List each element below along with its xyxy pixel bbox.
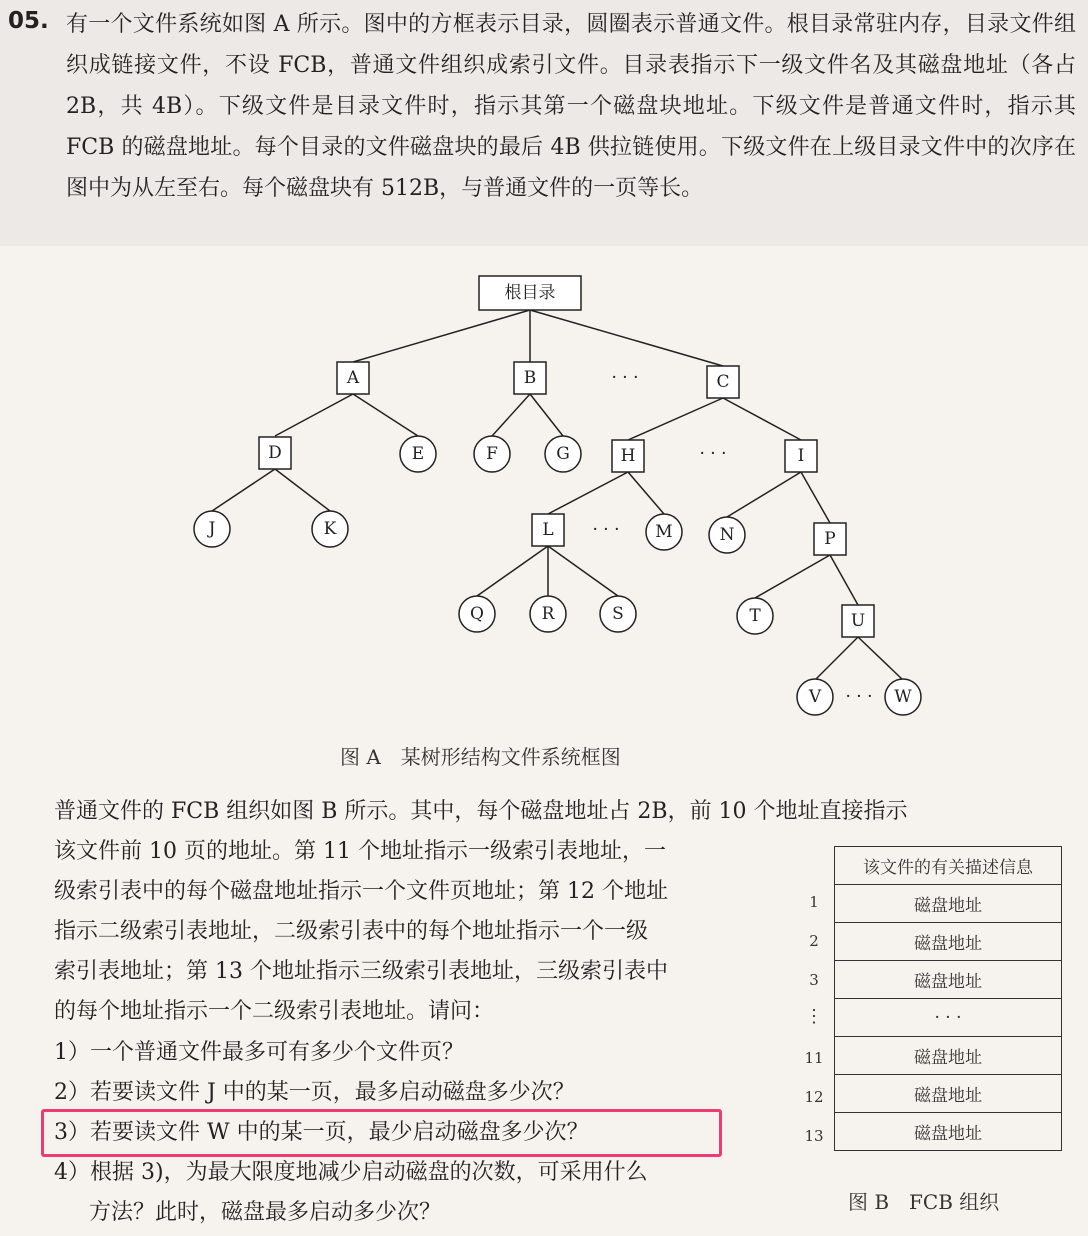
fcb-address-cell: 磁盘地址 <box>835 1037 1062 1075</box>
fcb-row-number: 11 <box>804 1049 824 1067</box>
label-g: G <box>556 444 570 464</box>
label-d: D <box>268 443 282 463</box>
question-3-highlight-box <box>41 1109 722 1157</box>
body-line-1: 普通文件的 FCB 组织如图 B 所示。其中，每个磁盘地址占 2B，前 10 个地址直接指示 <box>54 799 908 824</box>
fcb-address-cell: 磁盘地址 <box>835 961 1062 999</box>
fcb-row-number: 2 <box>809 932 819 950</box>
label-i: I <box>797 446 805 466</box>
label-s: S <box>612 604 624 624</box>
ellipsis-u-level: · · · <box>845 687 873 707</box>
label-l: L <box>542 520 554 540</box>
fcb-address-cell: 磁盘地址 <box>835 1075 1062 1113</box>
label-n: N <box>719 525 735 545</box>
fcb-ellipsis-cell: · · · <box>835 999 1062 1037</box>
label-f: F <box>486 444 498 464</box>
question-3: 3）若要读文件 W 中的某一页，最少启动磁盘多少次？ <box>54 1120 589 1145</box>
label-b: B <box>523 368 537 388</box>
ellipsis-c-level: · · · <box>699 444 727 464</box>
ellipsis-root-level: · · · <box>611 368 639 388</box>
figure-b-fcb-table <box>834 846 1062 1151</box>
label-m: M <box>655 522 673 542</box>
question-number: 05. <box>8 8 49 34</box>
fcb-row-number: ⋮ <box>805 1006 823 1027</box>
body-line-3: 级索引表中的每个磁盘地址指示一个文件页地址；第 12 个地址 <box>54 879 668 904</box>
label-e: E <box>411 444 425 464</box>
fcb-address-cell: 磁盘地址 <box>835 885 1062 923</box>
fcb-row-number: 3 <box>809 971 819 989</box>
label-v: V <box>808 687 822 707</box>
question-2: 2）若要读文件 J 中的某一页，最多启动磁盘多少次？ <box>54 1080 575 1105</box>
figure-b-caption: 图 B FCB 组织 <box>848 1190 1000 1214</box>
fcb-row-number: 12 <box>804 1088 824 1106</box>
question-intro-text: 有一个文件系统如图 A 所示。图中的方框表示目录，圆圈表示普通文件。根目录常驻内存，目录文件组织成链接文件，不设 FCB，普通文件组织成索引文件。目录表指示下一级文件名及其磁盘地址（各占 2B，共 4B）。下级文件是目录文件时，指示其第一个磁盘块地址。下级文件是普通文件时，指示其 FCB 的磁盘地址。每个目录的文件磁盘块的最后 4B 供拉链使用。下级文件在上级目录文件中的次序在图中为从左至右。每个磁盘块有 512B，与普通文件的一页等长。 <box>66 12 1076 201</box>
label-c: C <box>716 372 730 392</box>
label-p: P <box>824 529 836 549</box>
label-r: R <box>541 604 555 624</box>
label-u: U <box>850 611 866 631</box>
fcb-address-cell: 磁盘地址 <box>835 1113 1062 1151</box>
label-j: J <box>208 519 216 539</box>
question-4-line-1: 4）根据 3)，为最大限度地减少启动磁盘的次数，可采用什么 <box>54 1160 648 1185</box>
label-t: T <box>749 606 761 626</box>
figure-a-tree <box>0 250 1088 780</box>
fcb-address-cell: 磁盘地址 <box>835 923 1062 961</box>
fcb-row-number: 13 <box>804 1127 824 1145</box>
figure-a-caption: 图 A 某树形结构文件系统框图 <box>340 745 621 769</box>
question-1: 1）一个普通文件最多可有多少个文件页？ <box>54 1040 464 1065</box>
label-k: K <box>323 519 337 539</box>
ellipsis-h-level: · · · <box>592 520 620 540</box>
question-intro-block <box>0 0 1088 246</box>
label-q: Q <box>470 604 484 624</box>
label-w: W <box>894 687 912 707</box>
body-line-5: 索引表地址；第 13 个地址指示三级索引表地址，三级索引表中 <box>54 959 668 984</box>
body-line-6: 的每个地址指示一个二级索引表地址。请问： <box>54 999 495 1024</box>
label-a: A <box>346 368 360 388</box>
fcb-row-number: 1 <box>809 893 819 911</box>
body-line-4: 指示二级索引表地址，二级索引表中的每个地址指示一个一级 <box>54 919 649 944</box>
label-h: H <box>620 446 636 466</box>
question-4-line-2: 方法？此时，磁盘最多启动多少次？ <box>89 1200 442 1225</box>
label-root: 根目录 <box>504 283 556 303</box>
body-line-2: 该文件前 10 页的地址。第 11 个地址指示一级索引表地址，一 <box>54 839 666 864</box>
fcb-header-cell: 该文件的有关描述信息 <box>835 847 1062 885</box>
